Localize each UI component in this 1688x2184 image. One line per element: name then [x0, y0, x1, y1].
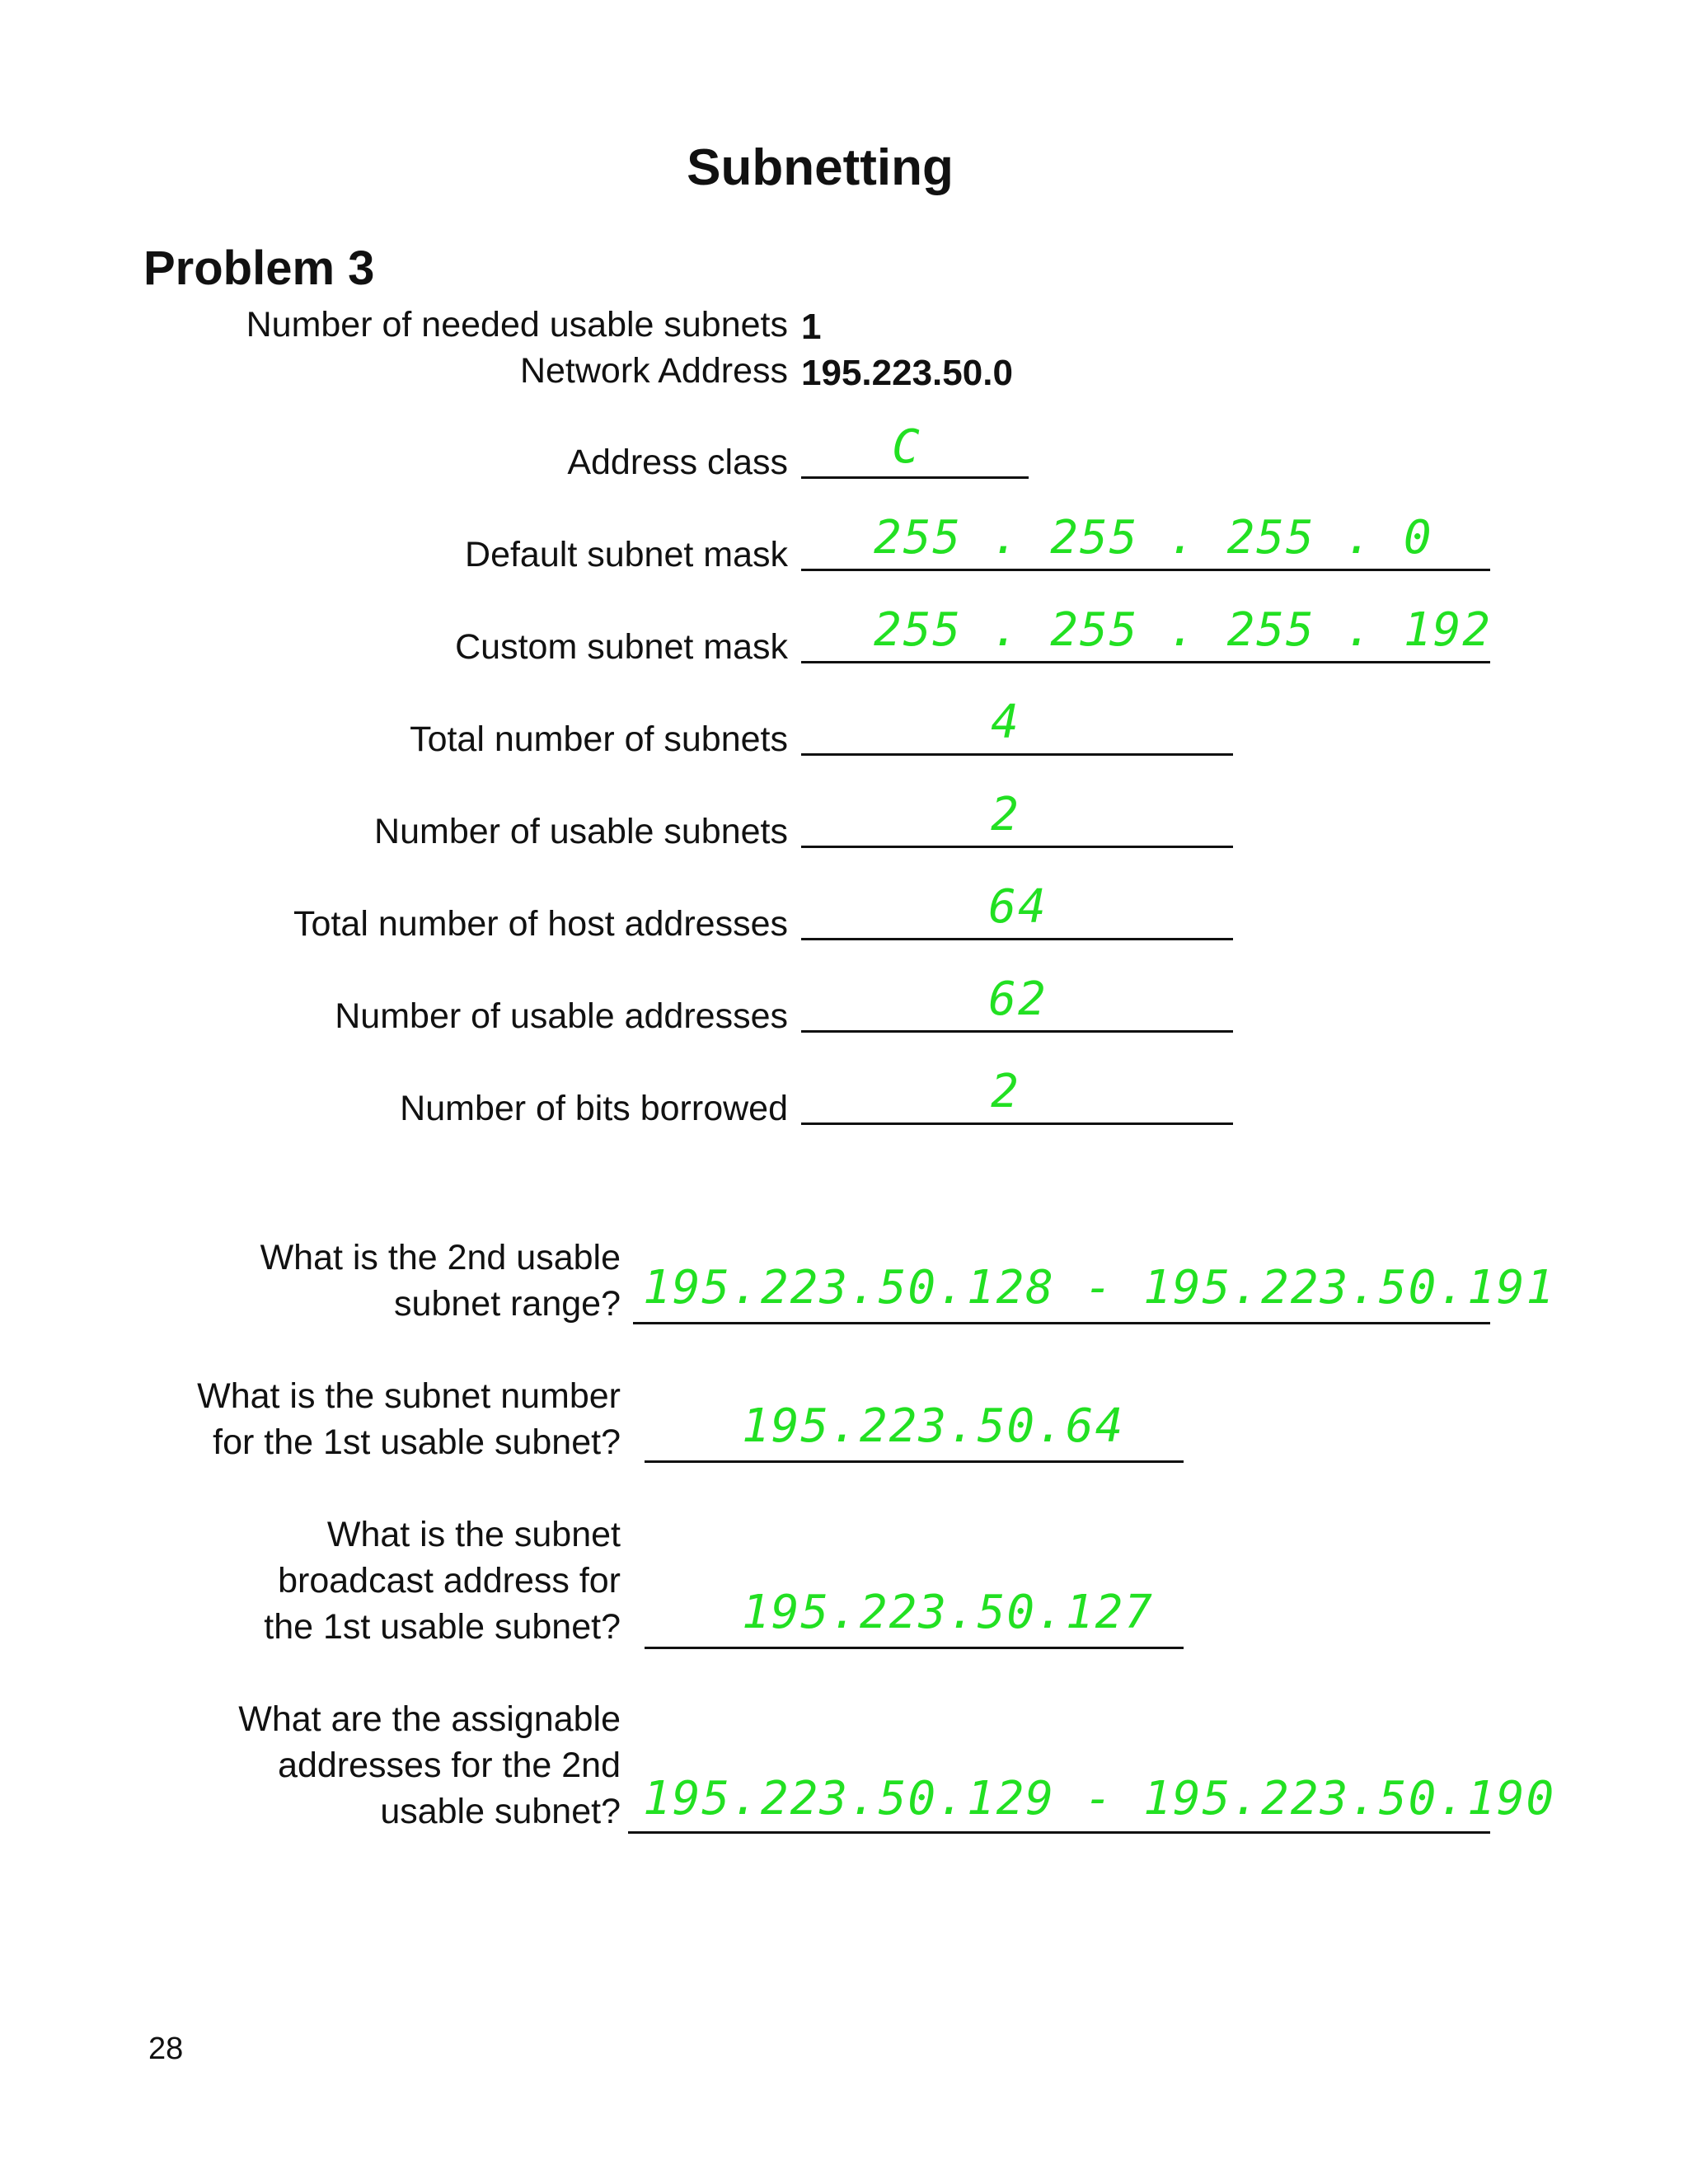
question-line: the 1st usable subnet? — [264, 1607, 621, 1647]
total-subnets-label: Total number of subnets — [410, 719, 788, 759]
needed-subnets-label: Number of needed usable subnets — [246, 305, 788, 344]
q2-answer: 195.223.50.64 — [742, 1399, 1125, 1453]
bits-borrowed-line — [801, 1122, 1233, 1125]
question-line: What is the subnet number — [197, 1376, 621, 1416]
question-2nd-assignable-addresses — [238, 1696, 621, 1835]
page-title: Subnetting — [687, 139, 954, 196]
default-mask-label: Default subnet mask — [465, 535, 788, 574]
question-2nd-subnet-range — [260, 1235, 621, 1327]
q4-answer: 195.223.50.129 - 195.223.50.190 — [643, 1772, 1556, 1825]
total-subnets-answer: 4 — [991, 696, 1020, 749]
q1-answer: 195.223.50.128 - 195.223.50.191 — [643, 1261, 1556, 1315]
page-number: 28 — [148, 2032, 184, 2066]
question-line: subnet range? — [394, 1284, 621, 1324]
custom-mask-label: Custom subnet mask — [455, 627, 788, 667]
question-line: for the 1st usable subnet? — [213, 1422, 621, 1462]
address-class-label: Address class — [567, 443, 788, 482]
total-subnets-line — [801, 753, 1233, 756]
question-line: addresses for the 2nd — [278, 1746, 621, 1785]
usable-addresses-answer: 62 — [988, 972, 1048, 1026]
question-1st-broadcast-address — [264, 1511, 621, 1650]
usable-subnets-label: Number of usable subnets — [374, 812, 788, 851]
bits-borrowed-answer: 2 — [991, 1065, 1020, 1118]
problem-heading: Problem 3 — [143, 241, 375, 295]
q3-answer-line — [645, 1647, 1184, 1649]
usable-subnets-line — [801, 846, 1233, 848]
q2-answer-line — [645, 1460, 1184, 1463]
needed-subnets-value: 1 — [801, 307, 822, 347]
question-line: What is the subnet — [326, 1515, 621, 1554]
total-hosts-line — [801, 938, 1233, 940]
default-mask-answer: 255 . 255 . 255 . 0 — [874, 511, 1433, 565]
network-address-label: Network Address — [519, 351, 788, 391]
question-line: What are the assignable — [238, 1699, 621, 1739]
default-mask-line — [801, 569, 1490, 571]
address-class-answer: C — [892, 420, 921, 474]
question-1st-subnet-number — [197, 1373, 621, 1465]
bits-borrowed-label: Number of bits borrowed — [400, 1089, 788, 1128]
custom-mask-line — [801, 661, 1490, 663]
usable-addresses-line — [801, 1030, 1233, 1033]
custom-mask-answer: 255 . 255 . 255 . 192 — [874, 603, 1493, 657]
q3-answer: 195.223.50.127 — [742, 1586, 1155, 1639]
question-line: What is the 2nd usable — [260, 1238, 621, 1277]
usable-subnets-answer: 2 — [991, 788, 1020, 841]
address-class-line — [801, 476, 1029, 479]
question-line: broadcast address for — [278, 1561, 621, 1601]
usable-addresses-label: Number of usable addresses — [335, 996, 788, 1036]
total-hosts-answer: 64 — [988, 880, 1048, 934]
total-hosts-label: Total number of host addresses — [293, 904, 788, 944]
q4-answer-line — [628, 1831, 1490, 1834]
q1-answer-line — [633, 1322, 1490, 1324]
question-line: usable subnet? — [380, 1792, 621, 1831]
network-address-value: 195.223.50.0 — [801, 353, 1013, 393]
